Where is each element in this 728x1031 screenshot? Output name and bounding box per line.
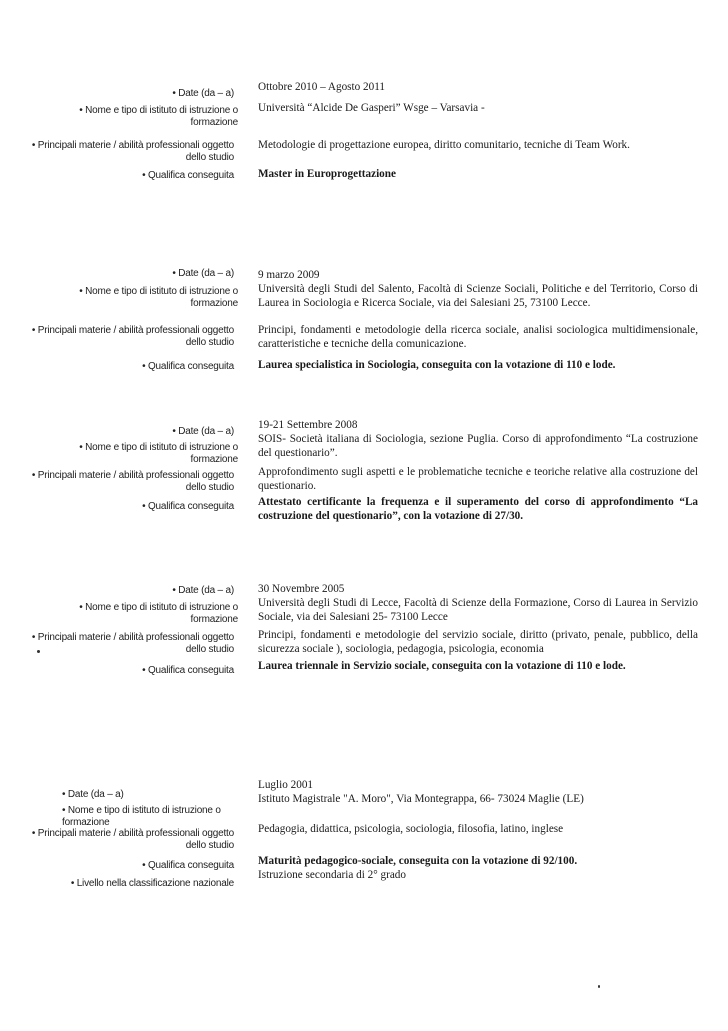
subjects-value: Principi, fondamenti e metodologie della ricerca sociale, analisi sociologica multidimensionale, caratteristiche e tecniche della comunicazione. bbox=[258, 324, 698, 350]
institute-label: • Nome e tipo di istituto di istruzione o formazione bbox=[62, 805, 221, 828]
institute-value: Istituto Magistrale "A. Moro", Via Montegrappa, 66- 73024 Maglie (LE) bbox=[258, 793, 584, 805]
level-value: Istruzione secondaria di 2° grado bbox=[258, 869, 406, 881]
date-label: • Date (da – a) bbox=[172, 426, 234, 437]
qualification-value: Laurea specialistica in Sociologia, conseguita con la votazione di 110 e lode. bbox=[258, 359, 616, 371]
subjects-label: • Principali materie / abilità professionali oggetto dello studio bbox=[31, 325, 234, 348]
institute-value: Università “Alcide De Gasperi” Wsge – Varsavia - bbox=[258, 102, 485, 114]
subjects-label: • Principali materie / abilità professionali oggetto dello studio bbox=[31, 140, 234, 163]
scan-speck bbox=[37, 650, 40, 653]
qualification-value: Master in Europrogettazione bbox=[258, 168, 396, 180]
institute-label: • Nome e tipo di istituto di istruzione o formazione bbox=[79, 602, 238, 625]
subjects-value: Principi, fondamenti e metodologie del servizio sociale, diritto (privato, penale, pubblico, della sicurezza sociale ), sociologia, pedagogia, psicologia, economia bbox=[258, 629, 698, 655]
date-value: 19-21 Settembre 2008 bbox=[258, 419, 358, 431]
date-value: Luglio 2001 bbox=[258, 779, 314, 791]
date-label: • Date (da – a) bbox=[172, 88, 234, 99]
date-label: • Date (da – a) bbox=[172, 585, 234, 596]
scan-speck bbox=[598, 985, 600, 988]
level-label: • Livello nella classificazione nazionale bbox=[70, 878, 234, 889]
qualification-label: • Qualifica conseguita bbox=[142, 501, 234, 512]
qualification-value: Laurea triennale in Servizio sociale, conseguita con la votazione di 110 e lode. bbox=[258, 660, 626, 672]
subjects-value: Pedagogia, didattica, psicologia, sociologia, filosofia, latino, inglese bbox=[258, 823, 564, 835]
qualification-value: Attestato certificante la frequenza e il superamento del corso di approfondimento “La costruzione del questionario”, con la votazione di 27/30. bbox=[258, 496, 698, 522]
qualification-value: Maturità pedagogico-sociale, conseguita con la votazione di 92/100. bbox=[258, 855, 578, 867]
institute-value: SOIS- Società italiana di Sociologia, sezione Puglia. Corso di approfondimento “La costruzione del questionario”. bbox=[258, 433, 698, 459]
qualification-label: • Qualifica conseguita bbox=[142, 665, 234, 676]
subjects-label: • Principali materie / abilità professionali oggetto dello studio bbox=[31, 828, 234, 851]
subjects-label: • Principali materie / abilità professionali oggetto dello studio bbox=[31, 632, 234, 655]
date-value: Ottobre 2010 – Agosto 2011 bbox=[258, 81, 385, 93]
date-label: • Date (da – a) bbox=[172, 268, 234, 279]
institute-label: • Nome e tipo di istituto di istruzione o formazione bbox=[79, 286, 238, 309]
institute-value: Università degli Studi di Lecce, Facoltà di Scienze della Formazione, Corso di Laurea in Servizio Sociale, via dei Salesiani 25- 73100 Lecce bbox=[258, 597, 698, 623]
subjects-value: Metodologie di progettazione europea, diritto comunitario, tecniche di Team Work. bbox=[258, 139, 630, 151]
subjects-value: Approfondimento sugli aspetti e le problematiche tecniche e teoriche relative alla costruzione del questionario. bbox=[258, 466, 698, 492]
date-label: • Date (da – a) bbox=[62, 789, 124, 800]
institute-label: • Nome e tipo di istituto di istruzione o formazione bbox=[79, 105, 238, 128]
date-value: 9 marzo 2009 bbox=[258, 269, 320, 281]
qualification-label: • Qualifica conseguita bbox=[142, 170, 234, 181]
institute-value: Università degli Studi del Salento, Facoltà di Scienze Sociali, Politiche e del Territorio, Corso di Laurea in Sociologia e Ricerca Sociale, via dei Salesiani 25, 73100 Lecce. bbox=[258, 283, 698, 309]
qualification-label: • Qualifica conseguita bbox=[142, 860, 234, 871]
institute-label: • Nome e tipo di istituto di istruzione o formazione bbox=[79, 442, 238, 465]
date-value: 30 Novembre 2005 bbox=[258, 583, 345, 595]
subjects-label: • Principali materie / abilità professionali oggetto dello studio bbox=[31, 470, 234, 493]
qualification-label: • Qualifica conseguita bbox=[142, 361, 234, 372]
